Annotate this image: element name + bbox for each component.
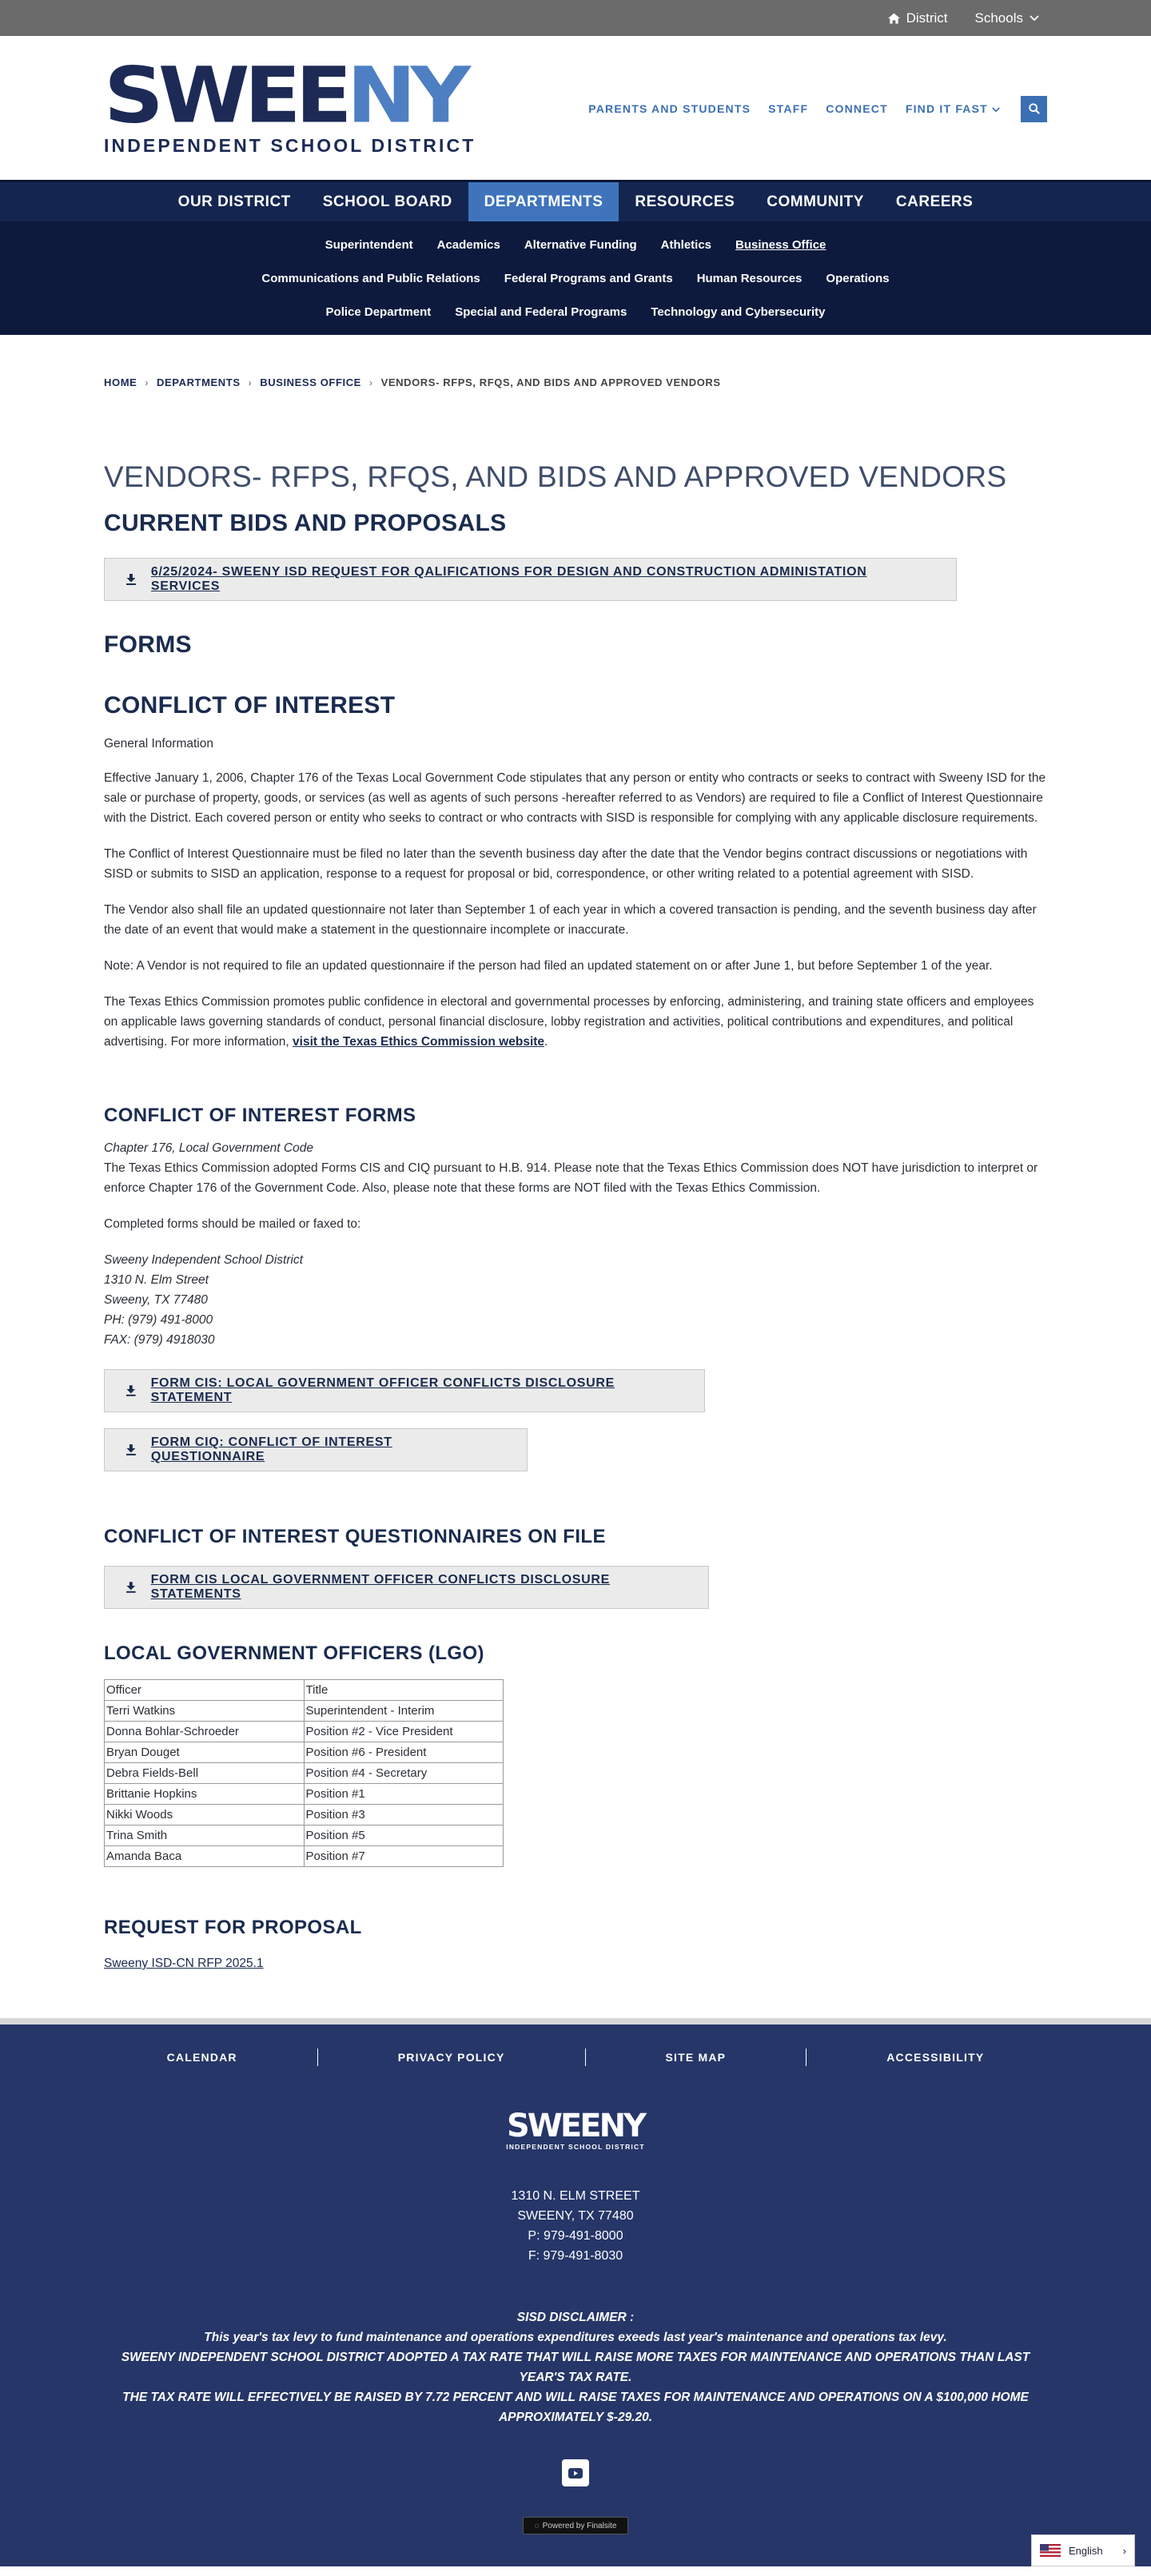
- footer-sitemap-link[interactable]: SITE MAP: [665, 2051, 727, 2064]
- search-button[interactable]: [1021, 96, 1047, 122]
- table-row: [105, 1701, 504, 1722]
- table-row: [105, 1742, 504, 1763]
- download-icon: [125, 1385, 137, 1396]
- forms-paragraph: The Texas Ethics Commission adopted Forms CIS and CIQ pursuant to H.B. 914. Please note that the Texas Ethics Commission does NOT have jurisdiction to interpret or enforce Chapter 176 of the Government Code. Also, please note that these forms are NOT filed with the Texas Ethics Commission.: [104, 1161, 1038, 1195]
- form-cis-button[interactable]: FORM CIS: LOCAL GOVERNMENT OFFICER CONFLICTS DISCLOSURE STATEMENT: [104, 1369, 705, 1412]
- coi-forms-heading: CONFLICT OF INTEREST FORMS: [104, 1105, 416, 1126]
- table-row: [105, 1805, 504, 1825]
- table-row: [105, 1722, 504, 1742]
- schools-dropdown[interactable]: [975, 10, 1039, 26]
- utility-bar: [0, 0, 1151, 36]
- current-bids-heading: CURRENT BIDS AND PROPOSALS: [104, 510, 507, 536]
- coi-paragraph-1: Effective January 1, 2006, Chapter 176 of the Texas Local Government Code stipulates that any person or entity who contracts or seeks to contract with Sweeny ISD for the sale or purchase of property, goods, or services (as well as agents of such persons -hereafter referred to as Vendors) are required to file a Conflict of Interest Questionnaire with the District. Each covered person or entity who seeks to contract or who contracts with SISD is responsible for complying with any applicable disclosure requirements.: [104, 771, 1046, 825]
- chevron-down-icon: [992, 107, 1000, 113]
- footer-logo[interactable]: [0, 2108, 1151, 2151]
- table-row: [105, 1763, 504, 1784]
- chevron-right-icon: ›: [368, 376, 373, 388]
- subnav-business-office[interactable]: Business Office: [735, 237, 826, 252]
- site-footer: [0, 2018, 1151, 2566]
- general-information-label: General Information: [104, 737, 213, 751]
- subnav-athletics[interactable]: Athletics: [660, 237, 712, 252]
- district-logo[interactable]: [104, 49, 476, 157]
- subnav-special-federal[interactable]: Special and Federal Programs: [455, 305, 627, 319]
- breadcrumb: [104, 376, 1047, 388]
- questionnaires-on-file-heading: CONFLICT OF INTEREST QUESTIONNAIRES ON FILE: [104, 1526, 606, 1547]
- language-label: English: [1069, 2544, 1103, 2557]
- subnav-technology[interactable]: Technology and Cybersecurity: [651, 305, 826, 319]
- footer-privacy-link[interactable]: PRIVACY POLICY: [397, 2051, 505, 2064]
- subnav-federal-programs[interactable]: Federal Programs and Grants: [504, 271, 673, 285]
- find-it-fast-dropdown[interactable]: FIND IT FAST: [906, 102, 1000, 115]
- officer-cell: Debra Fields-Bell: [105, 1763, 305, 1784]
- table-header-cell: Officer: [105, 1680, 305, 1701]
- forms-heading: FORMS: [104, 631, 192, 658]
- nav-community[interactable]: COMMUNITY: [767, 193, 864, 210]
- officer-cell: Amanda Baca: [105, 1846, 305, 1867]
- title-cell: Position #7: [304, 1846, 504, 1867]
- schools-label: Schools: [974, 10, 1023, 26]
- coi-paragraph-3: The Vendor also shall file an updated questionnaire not later than September 1 of each year in which a covered transaction is pending, and the seventh business day after the date of an event that would make a statement in the questionnaire incomplete or inaccurate.: [104, 903, 1037, 937]
- officer-cell: Terri Watkins: [105, 1701, 305, 1722]
- lgo-table: [104, 1679, 504, 1867]
- language-selector[interactable]: [1031, 2534, 1135, 2566]
- district-label: District: [906, 10, 948, 26]
- breadcrumb-home[interactable]: HOME: [104, 376, 137, 388]
- tax-disclaimer: SISD DISCLAIMER : This year's tax levy to fund maintenance and operations expenditures exeeds last year's maintenance and operations tax levy. SWEENY INDEPENDENT SCHOOL DISTRICT ADOPTED A TAX RATE THAT WILL RAISE MORE TAXES FOR MAINTENANCE AND OPERATIONS THAN LAST YEAR'S TAX RATE. THE TAX RATE WILL EFFECTIVELY BE RAISED BY 7.72 PERCENT AND WILL RAISE TAXES FOR MAINTENANCE AND OPERATIONS ON A $100,000 HOME APPROXIMATELY $-29.20.: [121, 2311, 1030, 2424]
- download-icon: [125, 574, 137, 585]
- subnav-police[interactable]: Police Department: [325, 305, 432, 319]
- youtube-icon: [568, 2468, 583, 2478]
- subnav-superintendent[interactable]: Superintendent: [325, 237, 413, 252]
- coi-paragraph-5: The Texas Ethics Commission promotes public confidence in electoral and governmental processes by enforcing, administering, and training state officers and employees on applicable laws governing standards of conduct, personal financial disclosure, lobby registration and activities, political contributions and expenditures, and political advertising. For more information, visit the Texas Ethics Commission website.: [104, 995, 1034, 1049]
- table-header-cell: Title: [304, 1680, 504, 1701]
- table-row: [105, 1784, 504, 1805]
- main-navigation: [0, 180, 1151, 221]
- nav-school-board[interactable]: SCHOOL BOARD: [322, 193, 452, 210]
- subnav-operations[interactable]: Operations: [826, 271, 890, 285]
- subnav-communications[interactable]: Communications and Public Relations: [261, 271, 480, 285]
- bid-download-label: 6/25/2024- SWEENY ISD REQUEST FOR QALIFICATIONS FOR DESIGN AND CONSTRUCTION ADMINISTATION SERVICES: [150, 565, 867, 593]
- mailing-address: Sweeny Independent School District 1310 N. Elm Street Sweeny, TX 77480 PH: (979) 491-8000 FAX: (979) 4918030: [104, 1253, 304, 1347]
- chevron-right-icon: ›: [145, 376, 149, 388]
- us-flag-icon: [1040, 2544, 1061, 2557]
- departments-subnav: [0, 221, 1151, 335]
- chevron-right-icon: ›: [1122, 2544, 1126, 2557]
- bid-download-button[interactable]: [104, 558, 957, 601]
- nav-departments[interactable]: DEPARTMENTS: [468, 182, 619, 221]
- rfp-heading: REQUEST FOR PROPOSAL: [104, 1917, 362, 1938]
- title-cell: Superintendent - Interim: [304, 1701, 504, 1722]
- footer-accessibility-link[interactable]: ACCESSIBILITY: [886, 2051, 985, 2064]
- title-cell: Position #6 - President: [304, 1742, 504, 1763]
- staff-link[interactable]: STAFF: [768, 102, 809, 115]
- footer-logo-wordmark: SWEENY: [506, 2108, 645, 2144]
- parents-students-link[interactable]: PARENTS AND STUDENTS: [588, 102, 751, 115]
- header-links: [588, 96, 1047, 122]
- officer-cell: Nikki Woods: [105, 1805, 305, 1825]
- nav-careers[interactable]: CAREERS: [895, 193, 974, 210]
- logo-wordmark: SWEENY: [104, 49, 466, 141]
- chapter-note: Chapter 176, Local Government Code: [104, 1141, 313, 1155]
- title-cell: Position #5: [304, 1825, 504, 1846]
- form-ciq-button[interactable]: FORM CIQ: CONFLICT OF INTEREST QUESTIONNAIRE: [104, 1428, 528, 1471]
- title-cell: Position #3: [304, 1805, 504, 1825]
- coi-paragraph-4: Note: A Vendor is not required to file an updated questionnaire if the person had filed an updated statement on or after June 1, but before September 1 of the year.: [104, 959, 993, 973]
- search-icon: [1029, 103, 1040, 114]
- subnav-academics[interactable]: Academics: [436, 237, 500, 252]
- download-icon: [125, 1582, 137, 1593]
- title-cell: Position #2 - Vice President: [304, 1722, 504, 1742]
- finalsite-icon: ◌: [534, 2521, 540, 2530]
- breadcrumb-business-office[interactable]: BUSINESS OFFICE: [260, 376, 361, 388]
- page-title: VENDORS- RFPS, RFQS, AND BIDS AND APPROVED VENDORS: [104, 460, 1007, 493]
- officer-cell: Bryan Douget: [105, 1742, 305, 1763]
- breadcrumb-departments[interactable]: DEPARTMENTS: [157, 376, 241, 388]
- table-header-row: [105, 1680, 504, 1701]
- youtube-link[interactable]: [562, 2459, 589, 2486]
- footer-links: [0, 2025, 1151, 2066]
- nav-resources[interactable]: RESOURCES: [635, 193, 735, 210]
- officer-cell: Trina Smith: [105, 1825, 305, 1846]
- ethics-commission-link[interactable]: visit the Texas Ethics Commission website: [293, 1035, 545, 1049]
- powered-by-badge[interactable]: ◌ Powered by Finalsite: [523, 2517, 628, 2534]
- mail-instructions: Completed forms should be mailed or faxed to:: [104, 1217, 361, 1231]
- subnav-alternative-funding[interactable]: Alternative Funding: [524, 237, 637, 252]
- coi-paragraph-2: The Conflict of Interest Questionnaire must be filed no later than the seventh business day after the date that the Vendor begins contract discussions or negotiations with SISD or submits to SISD an application, response to a request for proposal or bid, correspondence, or other writing related to a potential agreement with SISD.: [104, 847, 1028, 881]
- cis-statements-button[interactable]: FORM CIS LOCAL GOVERNMENT OFFICER CONFLICTS DISCLOSURE STATEMENTS: [104, 1566, 709, 1609]
- lgo-heading: LOCAL GOVERNMENT OFFICERS (LGO): [104, 1642, 484, 1664]
- main-content: [0, 376, 1151, 1973]
- title-cell: Position #1: [304, 1784, 504, 1805]
- nav-our-district[interactable]: OUR DISTRICT: [177, 193, 291, 210]
- connect-link[interactable]: CONNECT: [826, 102, 888, 115]
- rfp-link[interactable]: Sweeny ISD-CN RFP 2025.1: [104, 1957, 264, 1970]
- district-link[interactable]: [888, 10, 948, 26]
- site-header: [0, 36, 1151, 180]
- logo-subtitle: INDEPENDENT SCHOOL DISTRICT: [104, 134, 476, 156]
- officer-cell: Donna Bohlar-Schroeder: [105, 1722, 305, 1742]
- chevron-right-icon: ›: [248, 376, 253, 388]
- download-icon: [125, 1444, 137, 1455]
- subnav-human-resources[interactable]: Human Resources: [696, 271, 803, 285]
- footer-logo-subtitle: INDEPENDENT SCHOOL DISTRICT: [506, 2143, 645, 2151]
- home-icon: [888, 13, 900, 24]
- table-row: [105, 1825, 504, 1846]
- title-cell: Position #4 - Secretary: [304, 1763, 504, 1784]
- chevron-down-icon: [1030, 15, 1039, 22]
- conflict-of-interest-heading: CONFLICT OF INTEREST: [104, 692, 396, 719]
- officer-cell: Brittanie Hopkins: [105, 1784, 305, 1805]
- breadcrumb-current: VENDORS- RFPS, RFQS, AND BIDS AND APPROVED VENDORS: [380, 376, 721, 388]
- footer-calendar-link[interactable]: CALENDAR: [166, 2051, 237, 2064]
- footer-address: 1310 N. ELM STREET SWEENY, TX 77480 P: 979-491-8000 F: 979-491-8030: [511, 2189, 640, 2263]
- table-row: [105, 1846, 504, 1867]
